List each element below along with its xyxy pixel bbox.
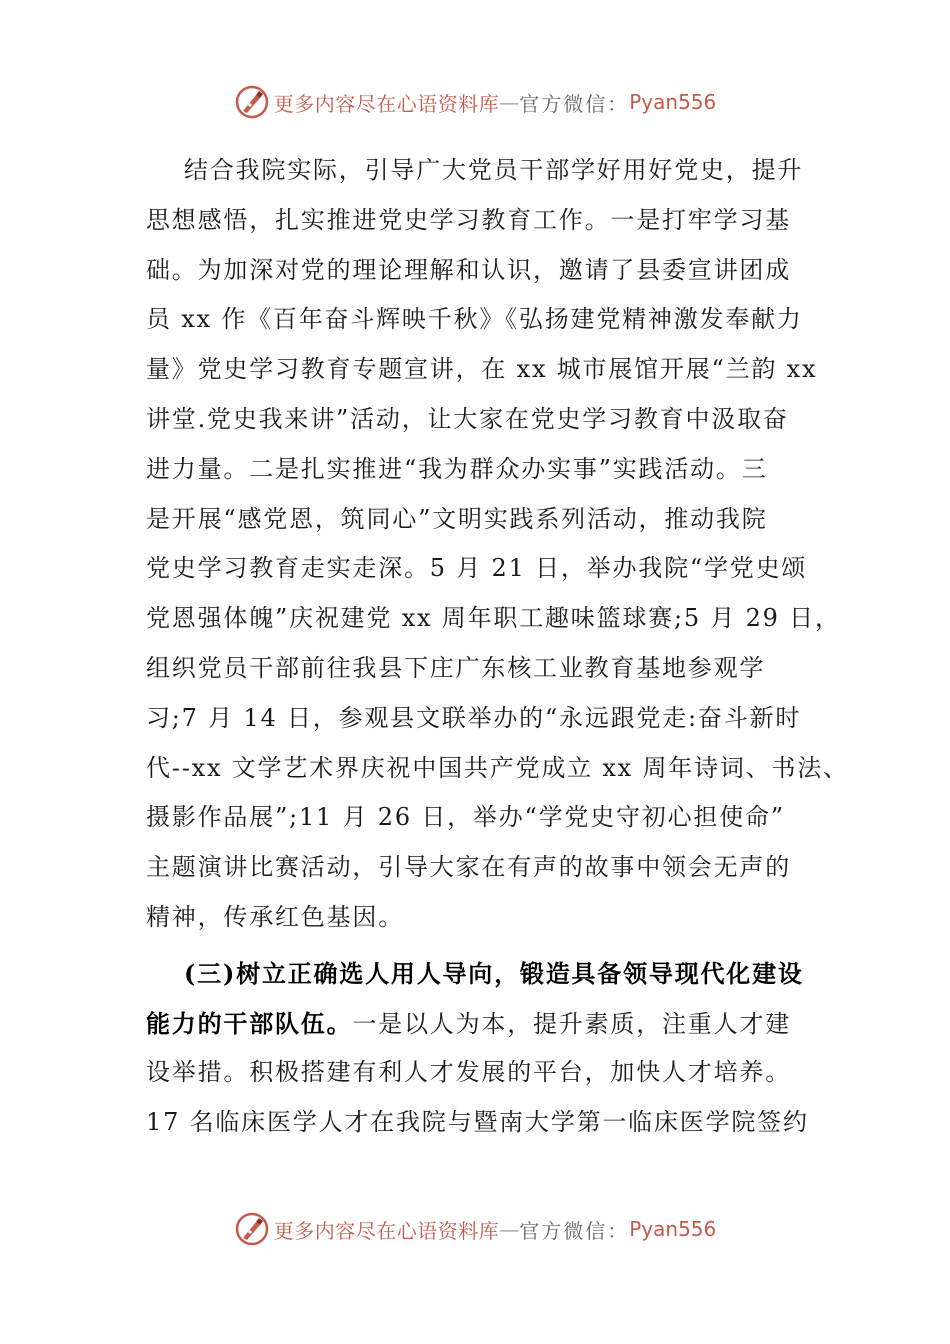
body-line: 摄影作品展”;11 月 26 日，举办“学党史守初心担使命” — [146, 803, 785, 832]
header-dash: — — [499, 90, 520, 114]
body-line: 设举措。积极搭建有利人才发展的平台，加快人才培养。 — [146, 1058, 791, 1087]
body-line: 思想感悟，扎实推进党史学习教育工作。一是打牢学习基 — [146, 205, 791, 234]
header-account: Pyan556 — [629, 90, 717, 114]
body-line: 主题演讲比赛活动，引导大家在有声的故事中领会无声的 — [146, 853, 791, 882]
footer-wechat-label: 官方微信： — [519, 1218, 630, 1243]
body-line: 组织党员干部前往我县下庄广东核工业教育基地参观学 — [146, 653, 766, 682]
footer-banner — [0, 1209, 950, 1249]
body-line: 础。为加深对党的理论理解和认识，邀请了县委宣讲团成 — [146, 255, 791, 284]
section-heading: (三)树立正确选人用人导向，锻造具备领导现代化建设 — [184, 958, 804, 988]
document-body — [146, 146, 849, 1148]
section-heading-tail: 能力的干部队伍。 — [146, 1008, 353, 1038]
pen-nib-icon — [234, 1211, 270, 1247]
header-wechat-label: 官方微信： — [519, 91, 630, 116]
body-line: 党史学习教育走实走深。5 月 21 日，举办我院“学党史颂 — [146, 554, 808, 583]
footer-slogan: 更多内容尽在心语资料库 — [273, 1218, 500, 1243]
body-line: 讲堂.党史我来讲”活动，让大家在党史学习教育中汲取奋 — [146, 404, 789, 433]
header-slogan: 更多内容尽在心语资料库 — [273, 91, 500, 116]
body-line — [146, 999, 810, 1049]
body-line: 党恩强体魄”庆祝建党 xx 周年职工趣味篮球赛;5 月 29 日， — [146, 604, 841, 633]
body-line: 进力量。二是扎实推进“我为群众办实事”实践活动。三 — [146, 454, 768, 483]
header-banner — [0, 82, 950, 122]
body-line: 习;7 月 14 日，参观县文联举办的“永远跟党走:奋斗新时 — [146, 703, 802, 732]
body-line: 是开展“感党恩，筑同心”文明实践系列活动，推动我院 — [146, 504, 768, 533]
footer-account: Pyan556 — [629, 1217, 717, 1241]
body-line: 精神，传承红色基因。 — [146, 902, 404, 931]
pen-nib-icon — [234, 84, 270, 120]
section-text: 一是以人为本，提升素质，注重人才建 — [352, 1009, 792, 1038]
body-line: 员 xx 作《百年奋斗辉映千秋》《弘扬建党精神激发奉献力 — [146, 305, 803, 334]
body-line: 量》党史学习教育专题宣讲，在 xx 城市展馆开展“兰韵 xx — [146, 355, 818, 384]
body-line: 17 名临床医学人才在我院与暨南大学第一临床医学院签约 — [146, 1108, 809, 1137]
footer-dash: — — [499, 1217, 520, 1241]
body-line: 代--xx 文学艺术界庆祝中国共产党成立 xx 周年诗词、书法、 — [146, 753, 849, 782]
body-line: 结合我院实际，引导广大党员干部学好用好党史，提升 — [184, 156, 804, 184]
